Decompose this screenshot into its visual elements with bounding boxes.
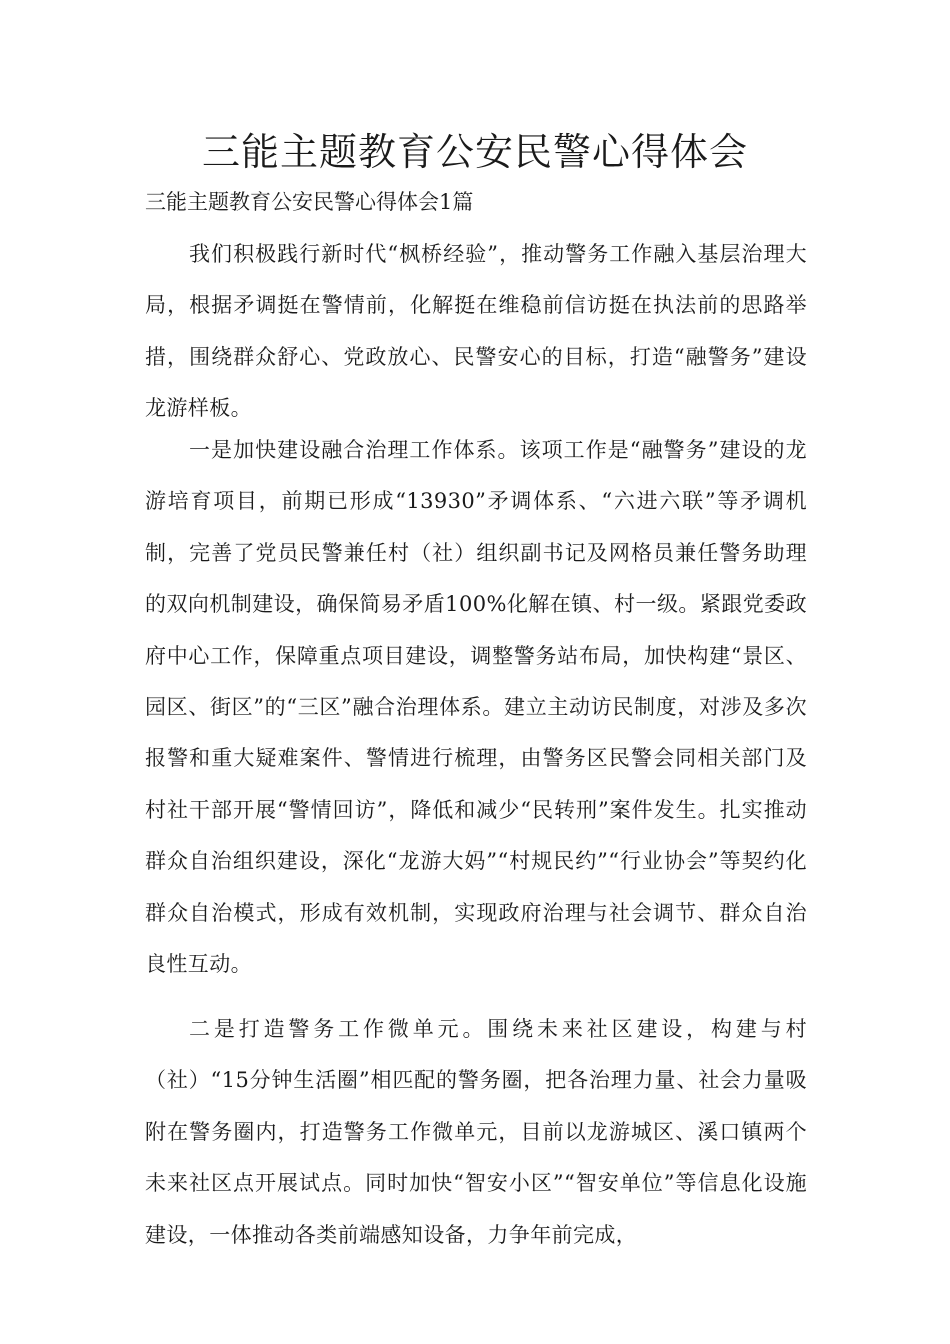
paragraph-first-point: 一是加快建设融合治理工作体系。该项工作是“融警务”建设的龙游培育项目，前期已形成“13930”矛调体系、“六进六联”等矛调机制，完善了党员民警兼任村（社）组织副书记及网格员兼任警务助理的双向机制建设，确保简易矛盾100%化解在镇、村一级。紧跟党委政府中心工作，保障重点项目建设，调整警务站布局，加快构建“景区、园区、街区”的“三区”融合治理体系。建立主动访民制度，对涉及多次报警和重大疑难案件、警情进行梳理，由警务区民警会同相关部门及村社干部开展“警情回访”，降低和减少“民转刑”案件发生。扎实推动群众自治组织建设，深化“龙游大妈”“村规民约”“行业协会”等契约化群众自治模式，形成有效机制，实现政府治理与社会调节、群众自治良性互动。 <box>145 438 807 977</box>
paragraph-second-point: 二是打造警务工作微单元。围绕未来社区建设，构建与村（社）“15分钟生活圈”相匹配的警务圈，把各治理力量、社会力量吸附在警务圈内，打造警务工作微单元，目前以龙游城区、溪口镇两个未来社区点开展试点。同时加快“智安小区”“智安单位”等信息化设施建设，一体推动各类前端感知设备，力争年前完成， <box>145 1017 807 1247</box>
document-title: 三能主题教育公安民警心得体会 <box>201 130 748 174</box>
document-subtitle: 三能主题教育公安民警心得体会1篇 <box>145 190 474 214</box>
paragraph-intro: 我们积极践行新时代“枫桥经验”，推动警务工作融入基层治理大局，根据矛调挺在警情前，化解挺在维稳前信访挺在执法前的思路举措，围绕群众舒心、党政放心、民警安心的目标，打造“融警务”建设龙游样板。 <box>145 242 807 421</box>
